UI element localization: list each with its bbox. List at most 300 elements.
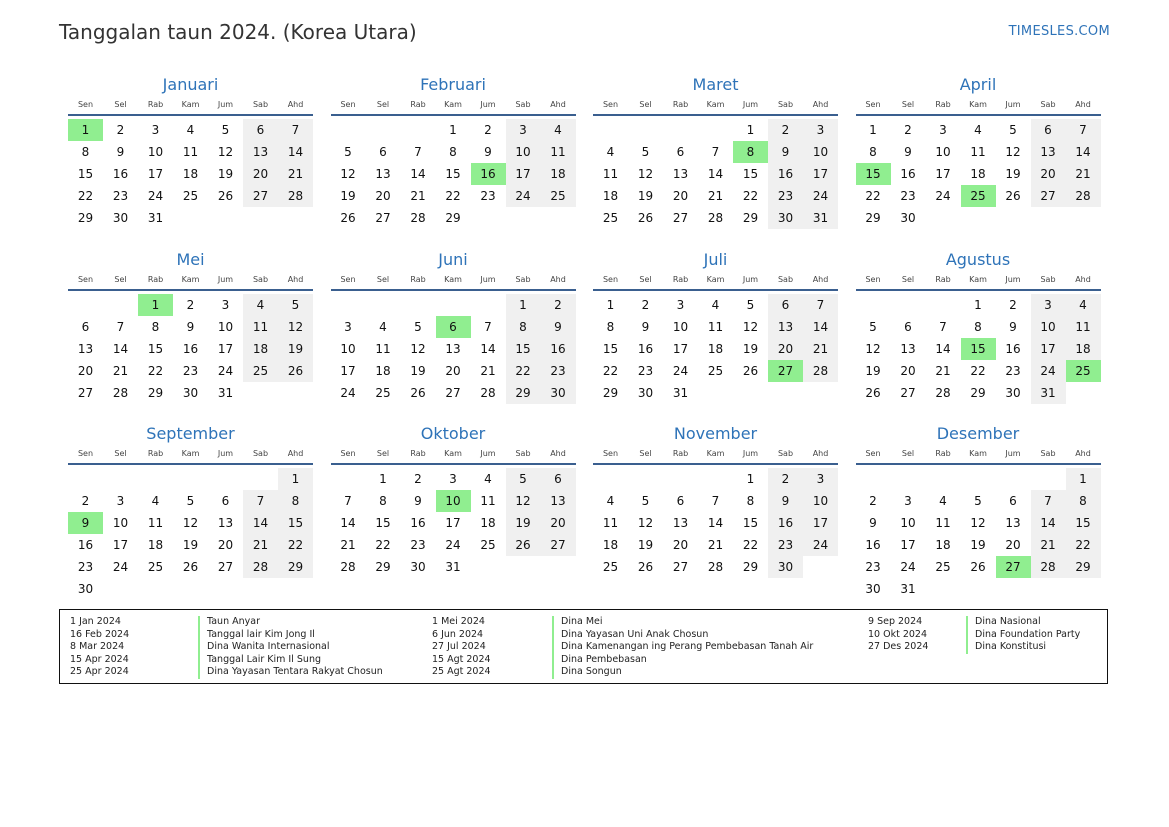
day-cell[interactable]: 17 (340, 363, 356, 378)
day-cell[interactable]: 30 (112, 211, 129, 225)
day-cell[interactable]: 17 (217, 341, 234, 356)
day-cell[interactable]: 25 (541, 185, 576, 207)
day-cell[interactable]: 22 (445, 189, 461, 203)
day-cell[interactable]: 3 (676, 297, 685, 312)
day-cell[interactable]: 18 (480, 516, 496, 530)
site-link[interactable]: TIMESLES.COM (1008, 24, 1110, 39)
day-cell[interactable]: 7 (939, 319, 947, 334)
day-cell[interactable]: 29 (1066, 556, 1101, 578)
day-cell[interactable]: 22 (602, 363, 619, 378)
day-cell[interactable]: 7 (243, 490, 278, 512)
day-cell[interactable]: 27 (217, 560, 234, 574)
day-cell[interactable]: 10 (1031, 316, 1066, 338)
day-cell[interactable]: 5 (414, 319, 422, 334)
day-cell[interactable]: 30 (768, 556, 803, 578)
day-cell[interactable]: 22 (375, 538, 391, 552)
day-cell[interactable]: 16 (77, 538, 94, 552)
day-cell[interactable]: 4 (939, 494, 947, 508)
day-cell[interactable]: 21 (1066, 163, 1101, 185)
day-cell[interactable]: 15 (742, 167, 759, 181)
day-cell[interactable]: 8 (746, 494, 755, 508)
day-cell[interactable]: 29 (970, 385, 986, 400)
day-cell[interactable]: 30 (865, 582, 881, 596)
day-cell[interactable]: 29 (506, 382, 541, 404)
day-cell[interactable]: 1 (746, 123, 755, 137)
day-cell[interactable]: 21 (707, 189, 724, 203)
day-cell[interactable]: 7 (1031, 490, 1066, 512)
day-cell-holiday[interactable]: 16 (471, 163, 506, 185)
day-cell[interactable]: 6 (1009, 494, 1017, 508)
day-cell[interactable]: 21 (707, 538, 724, 552)
day-cell[interactable]: 4 (484, 472, 492, 486)
day-cell[interactable]: 13 (1005, 516, 1021, 530)
day-cell[interactable]: 7 (1066, 119, 1101, 141)
day-cell[interactable]: 20 (768, 338, 803, 360)
day-cell-holiday[interactable]: 15 (961, 338, 996, 360)
day-cell[interactable]: 30 (768, 207, 803, 229)
day-cell[interactable]: 6 (768, 294, 803, 316)
day-cell[interactable]: 28 (803, 360, 838, 382)
day-cell[interactable]: 15 (742, 516, 759, 530)
day-cell[interactable]: 21 (803, 338, 838, 360)
day-cell[interactable]: 3 (803, 119, 838, 141)
day-cell[interactable]: 29 (147, 385, 164, 400)
day-cell[interactable]: 31 (147, 211, 164, 225)
day-cell[interactable]: 11 (970, 145, 986, 159)
day-cell[interactable]: 10 (217, 319, 234, 334)
day-cell[interactable]: 26 (410, 385, 426, 400)
day-cell[interactable]: 8 (278, 490, 313, 512)
day-cell[interactable]: 31 (672, 385, 689, 400)
day-cell[interactable]: 15 (147, 341, 164, 356)
day-cell[interactable]: 20 (672, 189, 689, 203)
day-cell[interactable]: 28 (278, 185, 313, 207)
day-cell[interactable]: 30 (77, 582, 94, 596)
day-cell[interactable]: 23 (1005, 363, 1021, 378)
day-cell[interactable]: 19 (865, 363, 881, 378)
day-cell[interactable]: 14 (410, 167, 426, 181)
day-cell[interactable]: 23 (865, 560, 881, 574)
day-cell[interactable]: 13 (217, 516, 234, 530)
day-cell-holiday[interactable]: 27 (768, 360, 803, 382)
day-cell[interactable]: 12 (410, 341, 426, 356)
day-cell[interactable]: 10 (935, 145, 951, 159)
day-cell[interactable]: 26 (278, 360, 313, 382)
day-cell[interactable]: 30 (182, 385, 199, 400)
day-cell[interactable]: 18 (602, 538, 619, 552)
day-cell[interactable]: 4 (606, 145, 615, 159)
day-cell[interactable]: 24 (672, 363, 689, 378)
day-cell[interactable]: 2 (186, 297, 195, 312)
day-cell[interactable]: 12 (865, 341, 881, 356)
day-cell[interactable]: 23 (768, 534, 803, 556)
day-cell[interactable]: 10 (803, 141, 838, 163)
day-cell[interactable]: 16 (768, 163, 803, 185)
day-cell[interactable]: 9 (484, 145, 492, 159)
day-cell[interactable]: 17 (803, 512, 838, 534)
day-cell[interactable]: 25 (147, 560, 164, 574)
day-cell[interactable]: 24 (900, 560, 916, 574)
day-cell[interactable]: 10 (900, 516, 916, 530)
day-cell[interactable]: 20 (217, 538, 234, 552)
day-cell[interactable]: 8 (151, 319, 160, 334)
day-cell[interactable]: 14 (935, 341, 951, 356)
day-cell[interactable]: 5 (641, 494, 650, 508)
day-cell[interactable]: 17 (445, 516, 461, 530)
day-cell[interactable]: 24 (935, 189, 951, 203)
day-cell[interactable]: 5 (641, 145, 650, 159)
day-cell[interactable]: 10 (147, 145, 164, 159)
day-cell[interactable]: 11 (147, 516, 164, 530)
day-cell[interactable]: 26 (742, 363, 759, 378)
day-cell[interactable]: 26 (340, 211, 356, 225)
day-cell[interactable]: 28 (243, 556, 278, 578)
day-cell[interactable]: 1 (506, 294, 541, 316)
day-cell[interactable]: 10 (506, 141, 541, 163)
day-cell-holiday[interactable]: 25 (1066, 360, 1101, 382)
day-cell[interactable]: 3 (506, 119, 541, 141)
day-cell[interactable]: 24 (112, 560, 129, 574)
day-cell[interactable]: 13 (445, 341, 461, 356)
day-cell[interactable]: 20 (900, 363, 916, 378)
day-cell[interactable]: 23 (410, 538, 426, 552)
day-cell[interactable]: 21 (935, 363, 951, 378)
day-cell[interactable]: 29 (602, 385, 619, 400)
day-cell[interactable]: 10 (803, 490, 838, 512)
day-cell[interactable]: 7 (116, 319, 125, 334)
day-cell-holiday[interactable]: 25 (961, 185, 996, 207)
day-cell[interactable]: 31 (1031, 382, 1066, 404)
day-cell[interactable]: 6 (221, 494, 230, 508)
day-cell[interactable]: 20 (375, 189, 391, 203)
day-cell[interactable]: 27 (541, 534, 576, 556)
day-cell[interactable]: 18 (707, 341, 724, 356)
day-cell[interactable]: 1 (606, 297, 615, 312)
day-cell[interactable]: 10 (672, 319, 689, 334)
day-cell[interactable]: 14 (1066, 141, 1101, 163)
day-cell[interactable]: 9 (904, 145, 912, 159)
day-cell[interactable]: 25 (602, 560, 619, 574)
day-cell[interactable]: 11 (935, 516, 951, 530)
day-cell[interactable]: 8 (449, 145, 457, 159)
day-cell[interactable]: 2 (81, 494, 90, 508)
day-cell[interactable]: 19 (1005, 167, 1021, 181)
day-cell[interactable]: 21 (278, 163, 313, 185)
day-cell[interactable]: 11 (375, 341, 391, 356)
day-cell[interactable]: 14 (480, 341, 496, 356)
day-cell[interactable]: 9 (768, 141, 803, 163)
day-cell[interactable]: 24 (340, 385, 356, 400)
day-cell[interactable]: 16 (541, 338, 576, 360)
day-cell[interactable]: 12 (278, 316, 313, 338)
day-cell[interactable]: 27 (900, 385, 916, 400)
day-cell[interactable]: 9 (541, 316, 576, 338)
day-cell[interactable]: 11 (541, 141, 576, 163)
day-cell[interactable]: 2 (414, 472, 422, 486)
day-cell[interactable]: 6 (541, 468, 576, 490)
day-cell[interactable]: 20 (1005, 538, 1021, 552)
day-cell[interactable]: 3 (1031, 294, 1066, 316)
day-cell[interactable]: 17 (935, 167, 951, 181)
day-cell[interactable]: 21 (243, 534, 278, 556)
day-cell[interactable]: 15 (506, 338, 541, 360)
day-cell[interactable]: 27 (672, 560, 689, 574)
day-cell[interactable]: 19 (637, 189, 654, 203)
day-cell[interactable]: 4 (541, 119, 576, 141)
day-cell[interactable]: 1 (1066, 468, 1101, 490)
day-cell[interactable]: 30 (1005, 385, 1021, 400)
day-cell[interactable]: 14 (340, 516, 356, 530)
day-cell[interactable]: 4 (243, 294, 278, 316)
day-cell[interactable]: 22 (742, 189, 759, 203)
day-cell[interactable]: 19 (182, 538, 199, 552)
day-cell[interactable]: 2 (116, 123, 125, 137)
day-cell-holiday[interactable]: 1 (138, 294, 173, 316)
day-cell-holiday[interactable]: 9 (68, 512, 103, 534)
day-cell[interactable]: 29 (278, 556, 313, 578)
day-cell[interactable]: 12 (1005, 145, 1021, 159)
day-cell[interactable]: 23 (480, 189, 496, 203)
day-cell[interactable]: 24 (147, 189, 164, 203)
day-cell[interactable]: 2 (641, 297, 650, 312)
day-cell[interactable]: 24 (803, 185, 838, 207)
day-cell-holiday[interactable]: 15 (856, 163, 891, 185)
day-cell[interactable]: 16 (768, 512, 803, 534)
day-cell[interactable]: 29 (865, 211, 881, 225)
day-cell[interactable]: 8 (506, 316, 541, 338)
day-cell[interactable]: 20 (1031, 163, 1066, 185)
day-cell[interactable]: 9 (1009, 319, 1017, 334)
day-cell[interactable]: 13 (768, 316, 803, 338)
day-cell[interactable]: 5 (746, 297, 755, 312)
day-cell[interactable]: 29 (742, 211, 759, 225)
day-cell[interactable]: 6 (379, 145, 387, 159)
day-cell[interactable]: 31 (803, 207, 838, 229)
day-cell[interactable]: 14 (803, 316, 838, 338)
day-cell[interactable]: 28 (480, 385, 496, 400)
day-cell[interactable]: 18 (182, 167, 199, 181)
day-cell-holiday[interactable]: 6 (436, 316, 471, 338)
day-cell[interactable]: 28 (707, 211, 724, 225)
day-cell[interactable]: 16 (900, 167, 916, 181)
day-cell[interactable]: 13 (243, 141, 278, 163)
day-cell[interactable]: 9 (116, 145, 125, 159)
day-cell[interactable]: 18 (1066, 338, 1101, 360)
day-cell[interactable]: 6 (904, 319, 912, 334)
day-cell[interactable]: 25 (243, 360, 278, 382)
day-cell[interactable]: 8 (1066, 490, 1101, 512)
day-cell[interactable]: 23 (637, 363, 654, 378)
day-cell[interactable]: 9 (414, 494, 422, 508)
day-cell[interactable]: 6 (243, 119, 278, 141)
day-cell[interactable]: 17 (803, 163, 838, 185)
day-cell[interactable]: 25 (707, 363, 724, 378)
day-cell[interactable]: 19 (742, 341, 759, 356)
day-cell-holiday[interactable]: 8 (733, 141, 768, 163)
day-cell[interactable]: 29 (445, 211, 461, 225)
day-cell-holiday[interactable]: 1 (68, 119, 103, 141)
day-cell[interactable]: 19 (217, 167, 234, 181)
day-cell[interactable]: 15 (375, 516, 391, 530)
day-cell[interactable]: 25 (182, 189, 199, 203)
day-cell[interactable]: 4 (606, 494, 615, 508)
day-cell[interactable]: 24 (506, 185, 541, 207)
day-cell[interactable]: 12 (182, 516, 199, 530)
day-cell[interactable]: 10 (340, 341, 356, 356)
day-cell[interactable]: 7 (711, 145, 720, 159)
day-cell[interactable]: 12 (637, 516, 654, 530)
day-cell[interactable]: 23 (182, 363, 199, 378)
day-cell[interactable]: 24 (445, 538, 461, 552)
day-cell[interactable]: 2 (904, 123, 912, 137)
day-cell[interactable]: 5 (278, 294, 313, 316)
day-cell[interactable]: 14 (707, 167, 724, 181)
day-cell[interactable]: 9 (869, 516, 877, 530)
day-cell[interactable]: 11 (182, 145, 199, 159)
day-cell[interactable]: 23 (768, 185, 803, 207)
day-cell[interactable]: 1 (869, 123, 877, 137)
day-cell[interactable]: 6 (676, 494, 685, 508)
day-cell[interactable]: 5 (869, 319, 877, 334)
day-cell[interactable]: 1 (449, 123, 457, 137)
day-cell[interactable]: 16 (637, 341, 654, 356)
day-cell[interactable]: 29 (77, 211, 94, 225)
day-cell[interactable]: 24 (217, 363, 234, 378)
day-cell[interactable]: 27 (445, 385, 461, 400)
day-cell[interactable]: 11 (1066, 316, 1101, 338)
day-cell[interactable]: 13 (375, 167, 391, 181)
day-cell[interactable]: 19 (340, 189, 356, 203)
day-cell[interactable]: 18 (602, 189, 619, 203)
day-cell[interactable]: 6 (1031, 119, 1066, 141)
day-cell[interactable]: 18 (935, 538, 951, 552)
day-cell[interactable]: 8 (606, 319, 615, 334)
day-cell[interactable]: 25 (935, 560, 951, 574)
day-cell[interactable]: 22 (970, 363, 986, 378)
day-cell[interactable]: 19 (410, 363, 426, 378)
day-cell[interactable]: 17 (112, 538, 129, 552)
day-cell[interactable]: 23 (900, 189, 916, 203)
day-cell[interactable]: 19 (278, 338, 313, 360)
day-cell[interactable]: 20 (541, 512, 576, 534)
day-cell[interactable]: 22 (147, 363, 164, 378)
day-cell[interactable]: 16 (1005, 341, 1021, 356)
day-cell[interactable]: 4 (1066, 294, 1101, 316)
day-cell[interactable]: 3 (904, 494, 912, 508)
day-cell[interactable]: 2 (1009, 297, 1017, 312)
day-cell[interactable]: 27 (243, 185, 278, 207)
day-cell[interactable]: 1 (379, 472, 387, 486)
day-cell[interactable]: 3 (116, 494, 125, 508)
day-cell[interactable]: 12 (637, 167, 654, 181)
day-cell[interactable]: 23 (77, 560, 94, 574)
day-cell[interactable]: 15 (1066, 512, 1101, 534)
day-cell[interactable]: 31 (445, 560, 461, 574)
day-cell[interactable]: 14 (1031, 512, 1066, 534)
day-cell[interactable]: 3 (344, 319, 352, 334)
day-cell[interactable]: 21 (340, 538, 356, 552)
day-cell[interactable]: 17 (147, 167, 164, 181)
day-cell[interactable]: 14 (278, 141, 313, 163)
day-cell[interactable]: 28 (112, 385, 129, 400)
day-cell[interactable]: 18 (147, 538, 164, 552)
day-cell[interactable]: 2 (541, 294, 576, 316)
day-cell[interactable]: 7 (414, 145, 422, 159)
day-cell[interactable]: 12 (217, 145, 234, 159)
day-cell[interactable]: 11 (602, 167, 619, 181)
day-cell[interactable]: 24 (1031, 360, 1066, 382)
day-cell[interactable]: 22 (742, 538, 759, 552)
day-cell[interactable]: 20 (445, 363, 461, 378)
day-cell[interactable]: 16 (865, 538, 881, 552)
day-cell[interactable]: 17 (900, 538, 916, 552)
day-cell[interactable]: 3 (939, 123, 947, 137)
day-cell[interactable]: 31 (900, 582, 916, 596)
day-cell[interactable]: 20 (77, 363, 94, 378)
day-cell[interactable]: 17 (506, 163, 541, 185)
day-cell[interactable]: 26 (1005, 189, 1021, 203)
day-cell[interactable]: 5 (344, 145, 352, 159)
day-cell[interactable]: 19 (970, 538, 986, 552)
day-cell[interactable]: 7 (484, 319, 492, 334)
day-cell[interactable]: 12 (340, 167, 356, 181)
day-cell[interactable]: 9 (641, 319, 650, 334)
day-cell[interactable]: 15 (445, 167, 461, 181)
day-cell[interactable]: 28 (340, 560, 356, 574)
day-cell[interactable]: 9 (768, 490, 803, 512)
day-cell[interactable]: 5 (506, 468, 541, 490)
day-cell[interactable]: 17 (1031, 338, 1066, 360)
day-cell[interactable]: 22 (278, 534, 313, 556)
day-cell[interactable]: 30 (541, 382, 576, 404)
day-cell[interactable]: 12 (506, 490, 541, 512)
day-cell[interactable]: 22 (77, 189, 94, 203)
day-cell[interactable]: 15 (278, 512, 313, 534)
day-cell[interactable]: 8 (379, 494, 387, 508)
day-cell[interactable]: 8 (974, 319, 982, 334)
day-cell[interactable]: 14 (112, 341, 129, 356)
day-cell[interactable]: 27 (672, 211, 689, 225)
day-cell[interactable]: 19 (506, 512, 541, 534)
day-cell[interactable]: 21 (1031, 534, 1066, 556)
day-cell[interactable]: 1 (746, 472, 755, 486)
day-cell[interactable]: 28 (1031, 556, 1066, 578)
day-cell[interactable]: 10 (112, 516, 129, 530)
day-cell[interactable]: 12 (742, 319, 759, 334)
day-cell[interactable]: 14 (243, 512, 278, 534)
day-cell[interactable]: 26 (182, 560, 199, 574)
day-cell[interactable]: 29 (375, 560, 391, 574)
day-cell[interactable]: 20 (243, 163, 278, 185)
day-cell[interactable]: 13 (77, 341, 94, 356)
day-cell[interactable]: 23 (112, 189, 129, 203)
day-cell[interactable]: 9 (186, 319, 195, 334)
day-cell[interactable]: 12 (970, 516, 986, 530)
day-cell[interactable]: 4 (974, 123, 982, 137)
day-cell[interactable]: 11 (480, 494, 496, 508)
day-cell[interactable]: 26 (865, 385, 881, 400)
day-cell[interactable]: 11 (707, 319, 724, 334)
day-cell[interactable]: 4 (711, 297, 720, 312)
day-cell-holiday[interactable]: 10 (436, 490, 471, 512)
day-cell[interactable]: 5 (221, 123, 230, 137)
day-cell[interactable]: 26 (506, 534, 541, 556)
day-cell-holiday[interactable]: 27 (996, 556, 1031, 578)
day-cell[interactable]: 24 (803, 534, 838, 556)
day-cell[interactable]: 28 (1066, 185, 1101, 207)
day-cell[interactable]: 23 (541, 360, 576, 382)
day-cell[interactable]: 20 (672, 538, 689, 552)
